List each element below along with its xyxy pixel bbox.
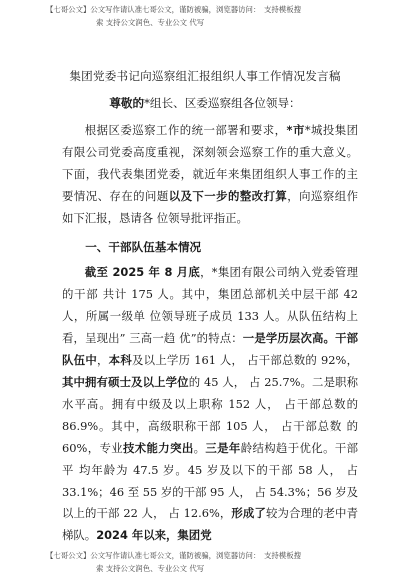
- salutation-bold: 尊敬的: [109, 96, 145, 110]
- header-banner-line-2: 索 支持公文润色、专业公文 代写: [96, 18, 205, 27]
- intro-text-3: ，向巡察组作如下汇报，恳请各 位领导批评指正。: [62, 188, 358, 225]
- section-bold-4: 其中拥有硕士及以上学位: [62, 374, 189, 389]
- section-heading: 一、干部队伍基本情况: [85, 239, 202, 254]
- footer-banner-line-2: 索 支持公文润色、专业公文 代写: [96, 564, 205, 573]
- salutation-text: *组长、区委巡察组各位领导：: [144, 96, 301, 110]
- section-bold-6: 三是年: [205, 440, 241, 455]
- header-banner-line-1: 【七哥公文】公文写作请认准七哥公文，谨防被骗，浏览器访问： 支持模板搜: [46, 5, 301, 14]
- intro-paragraph: [62, 120, 358, 230]
- section-text-5: 。: [193, 440, 206, 455]
- section-bold-8: 2024 年以来，集团党: [96, 528, 212, 543]
- section-text-2: ，: [97, 353, 109, 368]
- section-bold-3: 本科: [108, 353, 133, 368]
- intro-bold-2: 以及下一步的整改打算: [168, 188, 288, 203]
- salutation: [0, 95, 410, 111]
- section-bold-5: 技术能力突出: [123, 440, 194, 455]
- document-title: 集团党委书记向巡察组汇报组织人事工作情况发言稿: [69, 69, 341, 83]
- section-paragraph: [62, 262, 358, 547]
- intro-text-2: *城投集团有限公司党委高度重视，深刻领会巡察工作的重大意义。下面，我代表集团党委，就近年来集团组织人事工作的主要情况、存在的问题: [62, 123, 358, 203]
- header-banner: [0, 3, 410, 29]
- footer-banner-line-1: 【七哥公文】公文写作请认准七哥公文，谨防被骗，浏览器访问： 支持模板搜: [46, 551, 301, 560]
- footer-banner: [0, 549, 410, 575]
- section-bold-7: 形成了: [231, 506, 266, 521]
- section-text-4: 的 45 人， 占 25.7%。二是职称水平高。拥有中级及以上职称 152 人， 占干部总数的 86.9%。其中，高级职称干部 105 人， 占干部总数 的 60%，专业: [62, 374, 358, 455]
- section-text-3: 及以上学历 161 人， 占干部总数的 92%，: [132, 353, 358, 368]
- intro-bold-1: *市: [286, 123, 305, 137]
- section-bold-1: 截至 2025 年 8 月底: [84, 265, 201, 280]
- section-text-1: ，*集团有限公司纳入党委管理的干部 共计 175 人。其中，集团总部机关中层干部 42 人，所属一级单 位领导班子成员 133 人。从队伍结构上看，呈现出” 三高一趋 优”的特点：: [62, 265, 358, 346]
- section-text-7: 较为合理的老中青梯队。: [62, 506, 358, 543]
- document-body: [62, 120, 358, 547]
- section-text-6: 龄结构趋于优化。干部 平 均年龄为 47.5 岁。45 岁及以下的干部 58 人， 占 33.1%；46 至 55 岁的干部 95 人， 占 54.3%；56 岁及以上的干部 22 人， 占 12.6%，: [62, 440, 359, 521]
- section-bold-2: 一是学历层次高。干部队伍中: [62, 331, 358, 368]
- intro-text-1: 根据区委巡察工作的统一部署和要求，: [84, 123, 287, 137]
